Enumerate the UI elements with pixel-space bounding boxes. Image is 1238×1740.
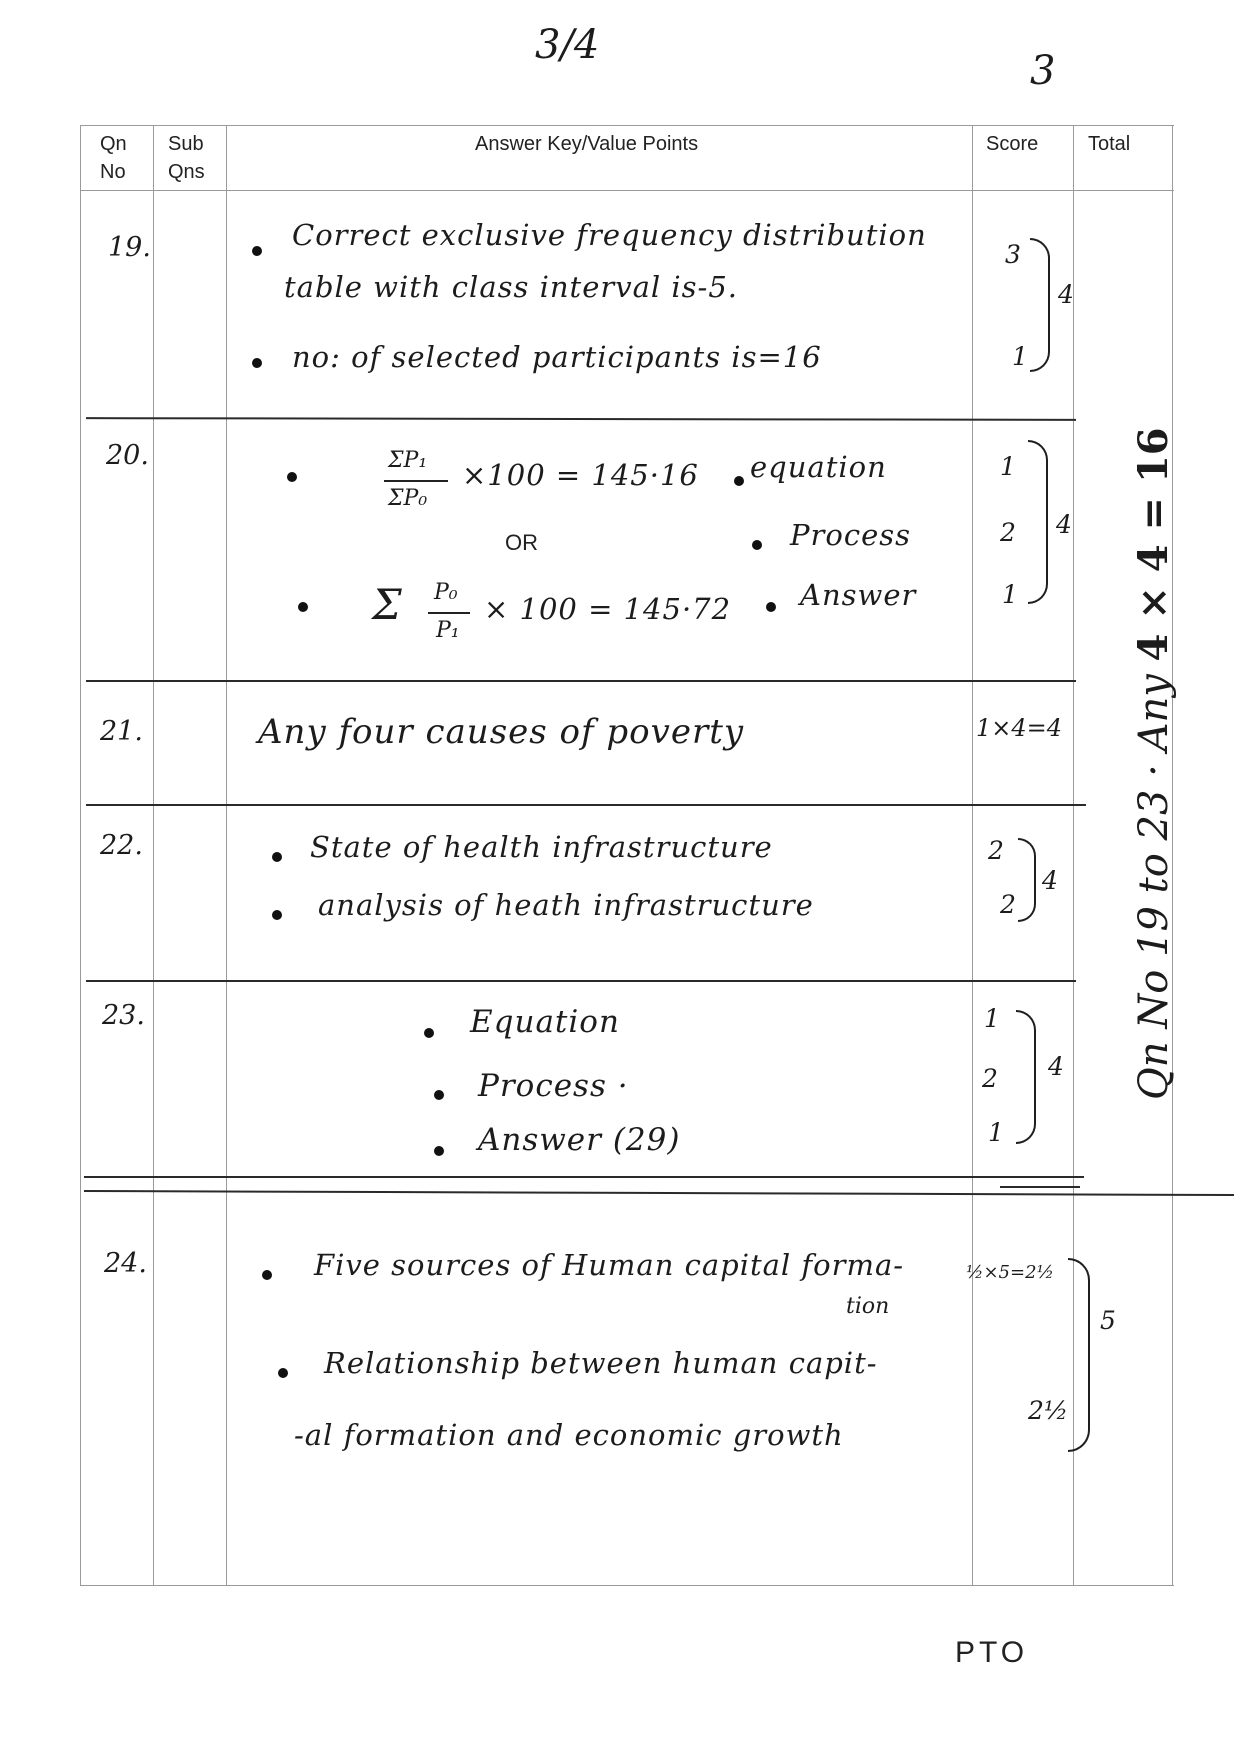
- score-brace: [1068, 1258, 1090, 1452]
- formula-denominator: P₁: [436, 618, 460, 643]
- bullet: [252, 358, 262, 368]
- formula-value: × 100 = 145·72: [484, 592, 732, 626]
- score-brace: [1016, 1010, 1036, 1144]
- page-number: 3: [1030, 48, 1056, 94]
- row-separator-22: [86, 980, 1076, 982]
- answer-line: Any four causes of poverty: [258, 712, 745, 752]
- formula-numerator: ΣP₁: [388, 448, 428, 473]
- header-answer-key: Answer Key/Value Points: [475, 133, 699, 155]
- answer-line: -al formation and economic growth: [294, 1418, 844, 1452]
- answer-line: table with class interval is-5.: [284, 270, 739, 304]
- formula-numerator: P₀: [434, 580, 458, 605]
- header-sub-qns: Sub Qns: [168, 133, 205, 183]
- score-value: 1: [988, 1118, 1004, 1147]
- bullet: [766, 602, 776, 612]
- col-border-answer: [972, 125, 973, 1585]
- score-value: ½×5=2½: [966, 1262, 1054, 1283]
- qn-19: 19.: [108, 232, 151, 263]
- bullet: [272, 910, 282, 920]
- answer-line: Relationship between human capit-: [324, 1346, 878, 1380]
- score-value: 1: [1002, 580, 1018, 609]
- point-label: Process: [790, 518, 912, 552]
- score-value: 1×4=4: [976, 714, 1063, 742]
- score-brace: [1030, 238, 1050, 372]
- qn-21: 21.: [100, 716, 143, 747]
- side-note-total-value: 4 × 4 = 16: [1130, 427, 1177, 662]
- answer-line: Process ·: [478, 1068, 629, 1104]
- score-value: 1: [1000, 452, 1016, 481]
- score-value: 2: [982, 1064, 998, 1093]
- answer-line: Correct exclusive frequency distribution: [292, 218, 927, 252]
- score-value: 3: [1005, 240, 1021, 269]
- fraction-bar: [428, 612, 470, 614]
- formula-denominator: ΣP₀: [388, 486, 428, 511]
- answer-line: no: of selected participants is=16: [292, 340, 822, 374]
- row-separator-23b: [84, 1190, 1234, 1196]
- answer-line: Equation: [470, 1004, 620, 1040]
- bullet: [262, 1270, 272, 1280]
- bullet: [298, 602, 308, 612]
- point-label: Answer: [800, 578, 917, 612]
- point-label: equation: [750, 450, 887, 484]
- row-separator-23a: [84, 1176, 1084, 1178]
- footer-pto: PTO: [955, 1636, 1029, 1669]
- answer-line: tion: [846, 1294, 890, 1319]
- header-total: Total: [1088, 133, 1131, 155]
- bullet: [287, 472, 297, 482]
- bullet: [752, 540, 762, 550]
- score-value: 2½: [1028, 1396, 1069, 1425]
- col-border-left: [80, 125, 81, 1585]
- qn-23: 23.: [102, 1000, 145, 1031]
- qn-24: 24.: [104, 1248, 147, 1279]
- side-note-prefix: Qn No 19 to 23 · Any: [1131, 674, 1177, 1100]
- bullet: [424, 1028, 434, 1038]
- score-value: 2: [1000, 518, 1016, 547]
- bullet: [734, 476, 744, 486]
- side-note-total: [1130, 427, 1177, 1100]
- bullet: [278, 1368, 288, 1378]
- qn-22: 22.: [100, 830, 143, 861]
- bullet: [434, 1090, 444, 1100]
- score-value: 1: [984, 1004, 1000, 1033]
- score-value: 2: [1000, 890, 1016, 919]
- total-value: 4: [1048, 1052, 1064, 1081]
- page-fraction: 3/4: [535, 22, 600, 68]
- row-separator-23c: [1000, 1186, 1080, 1188]
- score-value: 2: [988, 836, 1004, 865]
- col-border-qn: [153, 125, 154, 1585]
- col-border-sub: [226, 125, 227, 1585]
- answer-line: Five sources of Human capital forma-: [314, 1248, 905, 1282]
- bullet: [252, 246, 262, 256]
- total-value: 4: [1058, 280, 1074, 309]
- header-score: Score: [986, 133, 1039, 155]
- total-value: 5: [1100, 1306, 1116, 1335]
- header-bottom-border: [80, 190, 1174, 191]
- answer-line: State of health infrastructure: [310, 830, 773, 864]
- row-separator-19: [86, 417, 1076, 421]
- answer-line: Answer (29): [478, 1122, 681, 1158]
- answer-line: analysis of heath infrastructure: [318, 888, 814, 922]
- table-top-border: [80, 125, 1174, 126]
- row-separator-21: [86, 804, 1086, 806]
- score-brace: [1028, 440, 1048, 604]
- row-separator-20: [86, 680, 1076, 682]
- sigma-symbol: Σ: [372, 580, 402, 629]
- total-value: 4: [1042, 866, 1058, 895]
- header-qn-no: Qn No: [100, 133, 127, 183]
- bullet: [434, 1146, 444, 1156]
- score-value: 1: [1012, 342, 1028, 371]
- fraction-bar: [384, 480, 448, 482]
- score-brace: [1018, 838, 1036, 922]
- qn-20: 20.: [106, 440, 149, 471]
- total-value: 4: [1056, 510, 1072, 539]
- bullet: [272, 852, 282, 862]
- formula-value: ×100 = 145·16: [462, 458, 699, 492]
- or-text: OR: [505, 530, 538, 555]
- table-bottom-border: [80, 1585, 1174, 1586]
